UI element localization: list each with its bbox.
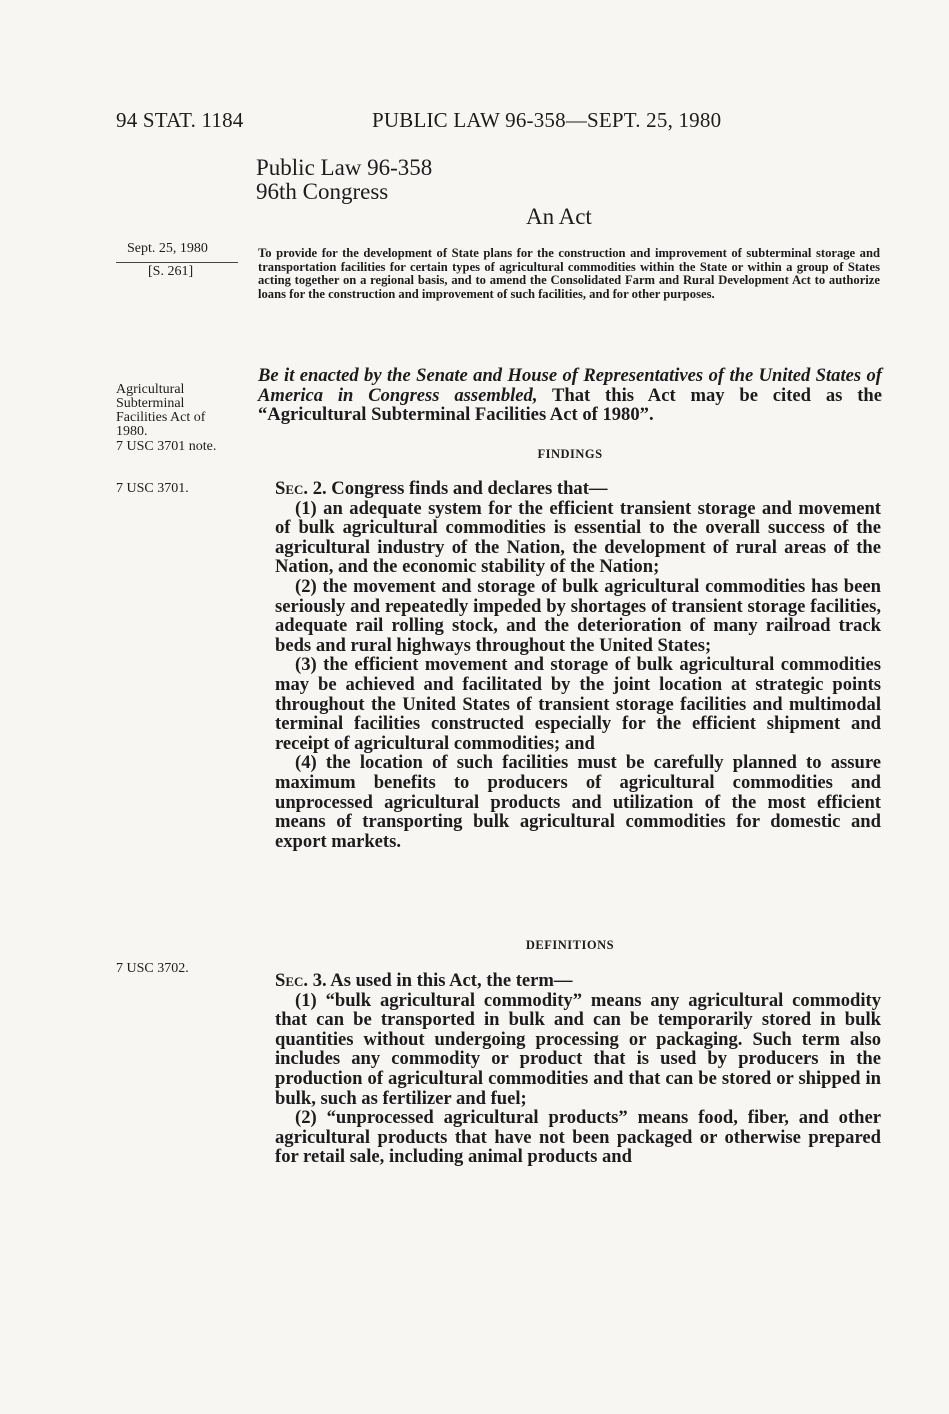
section-3-label: Sec. xyxy=(275,970,309,991)
margin-usc-note: 7 USC 3701 note. xyxy=(116,439,217,454)
margin-date: Sept. 25, 1980 xyxy=(127,241,208,256)
margin-short-title-line-1: Agricultural xyxy=(116,382,185,397)
public-law-title: Public Law 96-358 xyxy=(256,155,433,180)
finding-paragraph-4: (4) the location of such facilities must be carefully planned to assure maximum benefits to producers of agricultural commodities and unprocessed agricultural products and utilization of the most efficient means of transporting bulk agricultural commodities for domestic and export markets. xyxy=(275,752,881,852)
section-2-label: Sec. xyxy=(275,478,309,499)
section-3-intro-text: 3. As used in this Act, the term— xyxy=(308,970,573,991)
margin-usc-3702: 7 USC 3702. xyxy=(116,961,189,976)
act-purpose: To provide for the development of State plans for the construction and improvement of subterminal storage and transportation facilities for certain types of agricultural commodities within the State or within a group of States acting together on a regional basis, and to amend the Consolidated Farm and Rural Development Act to authorize loans for the construction and improvement of such facilities, and for other purposes. xyxy=(258,246,880,301)
definitions-heading: DEFINITIONS xyxy=(525,938,615,952)
running-header: PUBLIC LAW 96-358—SEPT. 25, 1980 xyxy=(372,108,722,132)
finding-paragraph-1: (1) an adequate system for the efficient transient storage and movement of bulk agricultural commodities is essential to the overall success of the agricultural industry of the Nation, the development of rural areas of the Nation, and the economic stability of the Nation; xyxy=(275,497,881,578)
definition-paragraph-2: (2) “unprocessed agricultural products” means food, fiber, and other agricultural products that have not been packaged or otherwise prepared for retail sale, including animal products and xyxy=(275,1107,881,1168)
definition-paragraph-1: (1) “bulk agricultural commodity” means any agricultural commodity that can be transported in bulk and can be temporarily stored in bulk quantities without undergoing processing or packaging. Such term also includes any commodity or product that is used by producers in the production of agricultural commodities and that can be stored or shipped in bulk, such as fertilizer and fuel; xyxy=(275,989,881,1109)
finding-paragraph-3: (3) the efficient movement and storage of bulk agricultural commodities may be achieved and facilitated by the joint location at strategic points throughout the United States of transient storage facilities and multimodal terminal facilities constructed especially for the efficient shipment and receipt of agricultural commodities; and xyxy=(275,654,881,754)
enacting-clause-italic: Be it enacted by the Senate and House of Representatives of the United States of America in Congress assembled, xyxy=(258,365,882,406)
enacting-clause-rest: That this Act may be cited as the “Agricultural Subterminal Facilities Act of 1980”. xyxy=(258,384,882,425)
margin-short-title-line-4: 1980. xyxy=(116,424,148,439)
section-2-intro-text: 2. Congress finds and declares that— xyxy=(308,478,608,499)
margin-usc-3701: 7 USC 3701. xyxy=(116,481,189,496)
margin-short-title-line-2: Subterminal xyxy=(116,396,185,411)
section-2-intro xyxy=(275,479,881,499)
section-3 xyxy=(275,971,881,1167)
finding-paragraph-2: (2) the movement and storage of bulk agricultural commodities has been seriously and repeatedly impeded by shortages of transient storage facilities, adequate rail rolling stock, and the deterioration of many railroad track beds and rural highways throughout the United States; xyxy=(275,575,881,656)
section-2 xyxy=(275,479,881,851)
congress-title: 96th Congress xyxy=(256,179,389,204)
page-stat-number: 94 STAT. 1184 xyxy=(116,108,244,132)
margin-short-title-line-3: Facilities Act of xyxy=(116,410,206,425)
section-3-intro xyxy=(275,971,881,991)
margin-bill-number: [S. 261] xyxy=(148,264,194,279)
an-act-title: An Act xyxy=(526,204,592,229)
enacting-clause xyxy=(258,366,882,425)
findings-heading: FINDINGS xyxy=(537,447,603,461)
margin-divider xyxy=(116,262,238,263)
